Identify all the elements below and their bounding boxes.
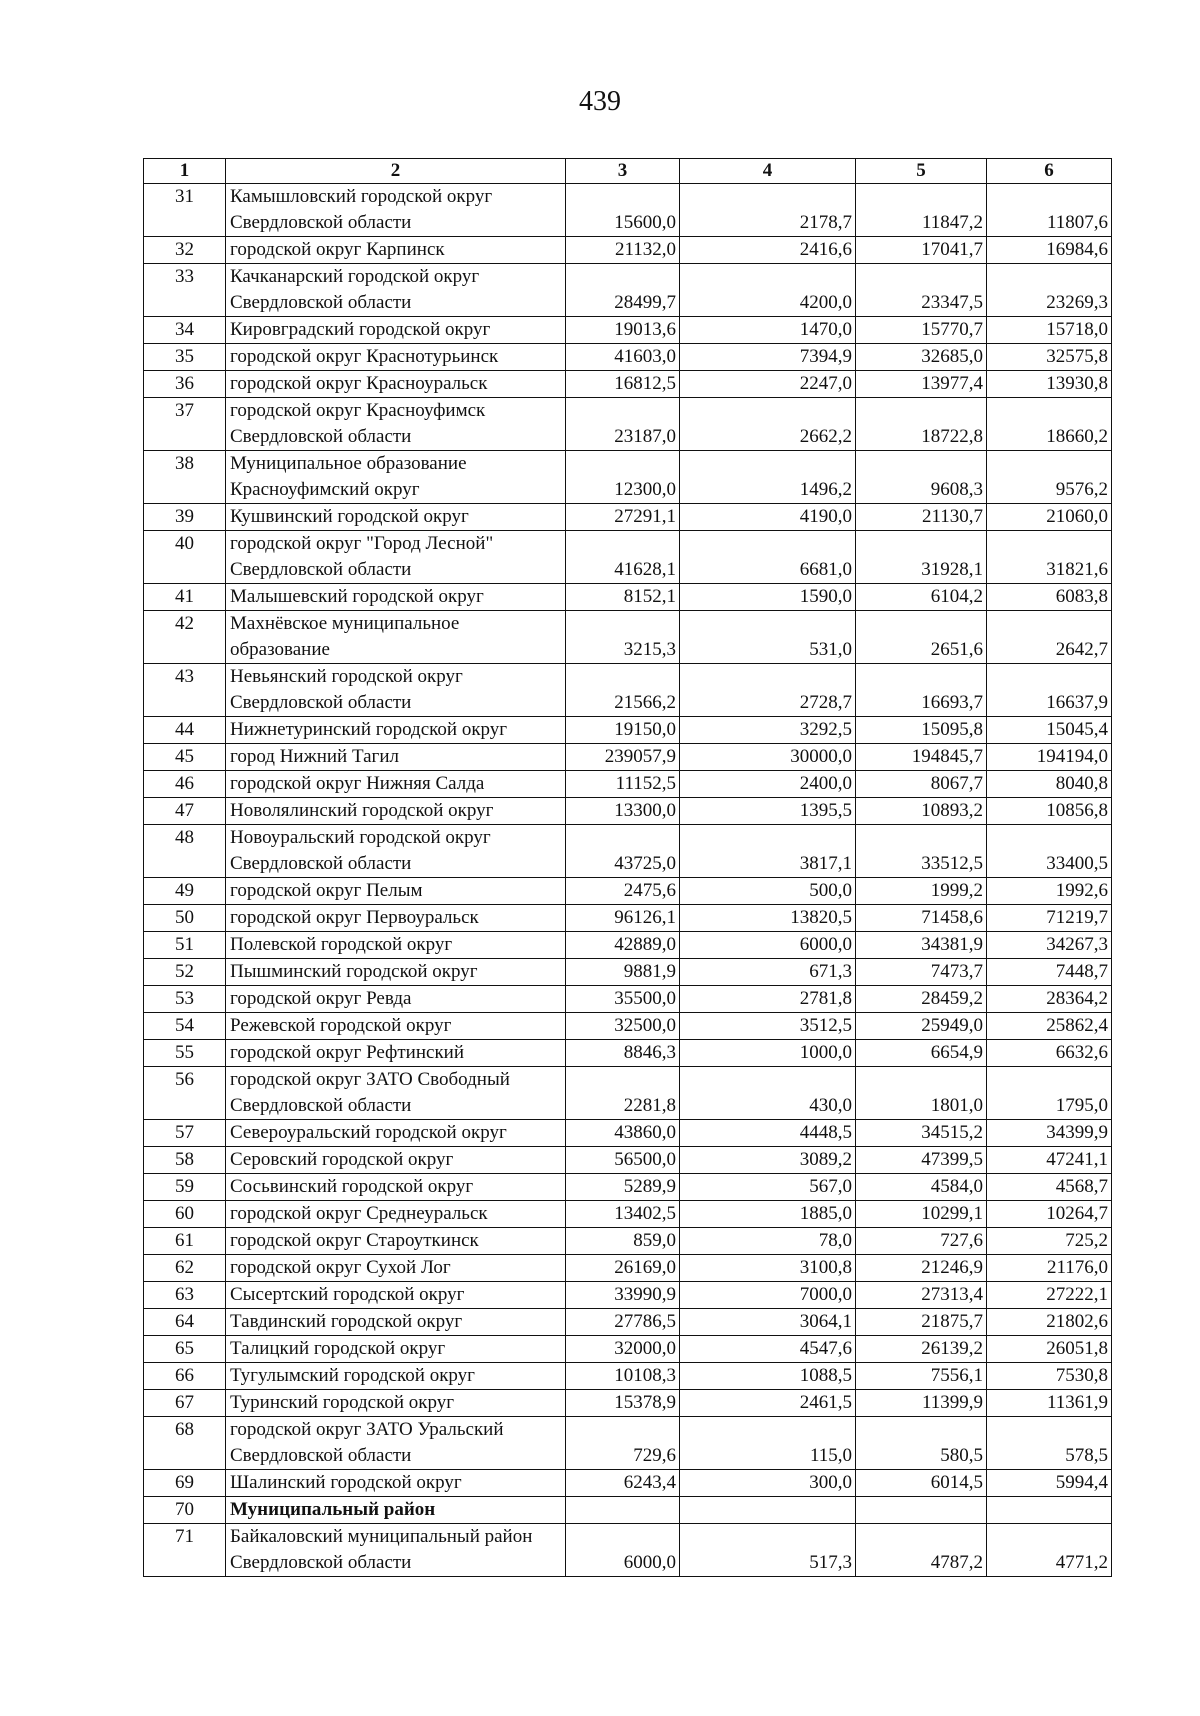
- row-number: 54: [144, 1013, 226, 1040]
- row-number: 34: [144, 317, 226, 344]
- value-col-6: 1795,0: [987, 1067, 1112, 1120]
- row-number: 53: [144, 986, 226, 1013]
- row-number: 31: [144, 184, 226, 237]
- value-col-6: 194194,0: [987, 744, 1112, 771]
- table-row: [144, 986, 1112, 1013]
- row-number: 55: [144, 1040, 226, 1067]
- value-col-4: 2781,8: [680, 986, 856, 1013]
- value-col-3: 35500,0: [566, 986, 680, 1013]
- table-row: [144, 1255, 1112, 1282]
- value-col-4: 7394,9: [680, 344, 856, 371]
- municipality-name: Невьянский городской округ Свердловской области: [226, 664, 566, 717]
- table-row: [144, 1336, 1112, 1363]
- value-col-6: 11807,6: [987, 184, 1112, 237]
- municipality-name: Тугулымский городской округ: [226, 1363, 566, 1390]
- value-col-3: 11152,5: [566, 771, 680, 798]
- value-col-4: 7000,0: [680, 1282, 856, 1309]
- row-number: 71: [144, 1524, 226, 1577]
- row-number: 67: [144, 1390, 226, 1417]
- value-col-6: 10264,7: [987, 1201, 1112, 1228]
- value-col-3: 33990,9: [566, 1282, 680, 1309]
- value-col-3: 9881,9: [566, 959, 680, 986]
- value-col-4: 13820,5: [680, 905, 856, 932]
- value-col-6: 27222,1: [987, 1282, 1112, 1309]
- value-col-5: 16693,7: [856, 664, 987, 717]
- value-col-5: 32685,0: [856, 344, 987, 371]
- row-number: 46: [144, 771, 226, 798]
- value-col-5: 18722,8: [856, 398, 987, 451]
- value-col-4: 6000,0: [680, 932, 856, 959]
- row-number: 52: [144, 959, 226, 986]
- row-number: 63: [144, 1282, 226, 1309]
- value-col-5: 2651,6: [856, 611, 987, 664]
- value-col-3: 42889,0: [566, 932, 680, 959]
- table-row: [144, 1390, 1112, 1417]
- value-col-5: 21875,7: [856, 1309, 987, 1336]
- municipality-name: Режевской городской округ: [226, 1013, 566, 1040]
- value-col-3: 23187,0: [566, 398, 680, 451]
- value-col-5: 4787,2: [856, 1524, 987, 1577]
- value-col-6: 47241,1: [987, 1147, 1112, 1174]
- value-col-5: 194845,7: [856, 744, 987, 771]
- row-number: 36: [144, 371, 226, 398]
- value-col-3: 32000,0: [566, 1336, 680, 1363]
- value-col-4: 2662,2: [680, 398, 856, 451]
- table-row: [144, 1363, 1112, 1390]
- value-col-3: 21132,0: [566, 237, 680, 264]
- value-col-3: 10108,3: [566, 1363, 680, 1390]
- value-col-5: 11399,9: [856, 1390, 987, 1417]
- row-number: 65: [144, 1336, 226, 1363]
- municipality-name: Камышловский городской округ Свердловской области: [226, 184, 566, 237]
- value-col-5: 6014,5: [856, 1470, 987, 1497]
- value-col-5: 1999,2: [856, 878, 987, 905]
- table-row: [144, 1524, 1112, 1577]
- municipality-name: Байкаловский муниципальный район Свердловской области: [226, 1524, 566, 1577]
- value-col-5: 47399,5: [856, 1147, 987, 1174]
- municipality-name: городской округ Ревда: [226, 986, 566, 1013]
- value-col-4: 3292,5: [680, 717, 856, 744]
- value-col-6: 16984,6: [987, 237, 1112, 264]
- value-col-6: 5994,4: [987, 1470, 1112, 1497]
- column-header: 6: [987, 159, 1112, 184]
- municipality-name: Качканарский городской округ Свердловской области: [226, 264, 566, 317]
- value-col-3: 15600,0: [566, 184, 680, 237]
- value-col-6: 578,5: [987, 1417, 1112, 1470]
- table-row: [144, 371, 1112, 398]
- row-number: 35: [144, 344, 226, 371]
- row-number: 60: [144, 1201, 226, 1228]
- value-col-5: 7473,7: [856, 959, 987, 986]
- municipality-name: Новолялинский городской округ: [226, 798, 566, 825]
- table-row: [144, 1013, 1112, 1040]
- value-col-5: 727,6: [856, 1228, 987, 1255]
- table-row: [144, 664, 1112, 717]
- municipality-name: Сысертский городской округ: [226, 1282, 566, 1309]
- header-row: [144, 159, 1112, 184]
- value-col-5: 71458,6: [856, 905, 987, 932]
- municipality-name: Полевской городской округ: [226, 932, 566, 959]
- value-col-4: 4448,5: [680, 1120, 856, 1147]
- value-col-3: 16812,5: [566, 371, 680, 398]
- value-col-6: 9576,2: [987, 451, 1112, 504]
- value-col-3: 239057,9: [566, 744, 680, 771]
- value-col-5: 6654,9: [856, 1040, 987, 1067]
- municipality-name: городской округ Староуткинск: [226, 1228, 566, 1255]
- value-col-3: 2281,8: [566, 1067, 680, 1120]
- value-col-6: 21060,0: [987, 504, 1112, 531]
- value-col-5: 7556,1: [856, 1363, 987, 1390]
- municipality-name: Малышевский городской округ: [226, 584, 566, 611]
- column-header: 2: [226, 159, 566, 184]
- value-col-3: 43725,0: [566, 825, 680, 878]
- municipality-name: городской округ "Город Лесной" Свердловской области: [226, 531, 566, 584]
- municipality-name: городской округ ЗАТО Уральский Свердловской области: [226, 1417, 566, 1470]
- value-col-6: 4771,2: [987, 1524, 1112, 1577]
- value-col-6: 21176,0: [987, 1255, 1112, 1282]
- value-col-5: 34381,9: [856, 932, 987, 959]
- column-header: 3: [566, 159, 680, 184]
- value-col-4: 1496,2: [680, 451, 856, 504]
- value-col-3: 19013,6: [566, 317, 680, 344]
- table-row: [144, 264, 1112, 317]
- municipality-name: Нижнетуринский городской округ: [226, 717, 566, 744]
- municipality-name: Сосьвинский городской округ: [226, 1174, 566, 1201]
- table-row: [144, 584, 1112, 611]
- municipality-name: городской округ Первоуральск: [226, 905, 566, 932]
- row-number: 43: [144, 664, 226, 717]
- municipality-name: Тавдинский городской округ: [226, 1309, 566, 1336]
- value-col-5: 33512,5: [856, 825, 987, 878]
- value-col-3: 56500,0: [566, 1147, 680, 1174]
- municipality-name: городской округ ЗАТО Свободный Свердловской области: [226, 1067, 566, 1120]
- value-col-4: 115,0: [680, 1417, 856, 1470]
- municipality-name: Новоуральский городской округ Свердловской области: [226, 825, 566, 878]
- row-number: 39: [144, 504, 226, 531]
- value-col-3: 3215,3: [566, 611, 680, 664]
- value-col-3: 21566,2: [566, 664, 680, 717]
- value-col-4: 2461,5: [680, 1390, 856, 1417]
- municipality-name: Североуральский городской округ: [226, 1120, 566, 1147]
- row-number: 68: [144, 1417, 226, 1470]
- value-col-3: 8152,1: [566, 584, 680, 611]
- page-number: 439: [579, 86, 621, 117]
- municipality-name: Серовский городской округ: [226, 1147, 566, 1174]
- municipality-name: городской округ Среднеуральск: [226, 1201, 566, 1228]
- value-col-6: [987, 1497, 1112, 1524]
- value-col-6: 34267,3: [987, 932, 1112, 959]
- value-col-4: [680, 1497, 856, 1524]
- value-col-4: 3089,2: [680, 1147, 856, 1174]
- value-col-3: 32500,0: [566, 1013, 680, 1040]
- value-col-3: 859,0: [566, 1228, 680, 1255]
- table-row: [144, 531, 1112, 584]
- value-col-5: 10893,2: [856, 798, 987, 825]
- value-col-6: 8040,8: [987, 771, 1112, 798]
- municipality-name: Кушвинский городской округ: [226, 504, 566, 531]
- value-col-4: 430,0: [680, 1067, 856, 1120]
- row-number: 70: [144, 1497, 226, 1524]
- municipality-name: Шалинский городской округ: [226, 1470, 566, 1497]
- budget-table: [143, 158, 1112, 1577]
- row-number: 61: [144, 1228, 226, 1255]
- value-col-6: 7530,8: [987, 1363, 1112, 1390]
- value-col-6: 7448,7: [987, 959, 1112, 986]
- table-row: [144, 1282, 1112, 1309]
- value-col-4: 1885,0: [680, 1201, 856, 1228]
- table-row: [144, 1470, 1112, 1497]
- value-col-5: 9608,3: [856, 451, 987, 504]
- table-row: [144, 905, 1112, 932]
- row-number: 48: [144, 825, 226, 878]
- municipality-name: городской округ Красноуфимск Свердловской области: [226, 398, 566, 451]
- value-col-5: 27313,4: [856, 1282, 987, 1309]
- row-number: 41: [144, 584, 226, 611]
- value-col-4: 517,3: [680, 1524, 856, 1577]
- value-col-3: [566, 1497, 680, 1524]
- value-col-5: 15095,8: [856, 717, 987, 744]
- value-col-4: 78,0: [680, 1228, 856, 1255]
- row-number: 69: [144, 1470, 226, 1497]
- table-row: [144, 1228, 1112, 1255]
- value-col-5: 580,5: [856, 1417, 987, 1470]
- table-row: [144, 1497, 1112, 1524]
- value-col-6: 71219,7: [987, 905, 1112, 932]
- municipality-name: Кировградский городской округ: [226, 317, 566, 344]
- value-col-4: 567,0: [680, 1174, 856, 1201]
- value-col-6: 25862,4: [987, 1013, 1112, 1040]
- value-col-4: 3817,1: [680, 825, 856, 878]
- value-col-5: 11847,2: [856, 184, 987, 237]
- value-col-3: 729,6: [566, 1417, 680, 1470]
- table-row: [144, 1147, 1112, 1174]
- value-col-5: 17041,7: [856, 237, 987, 264]
- value-col-5: [856, 1497, 987, 1524]
- value-col-3: 26169,0: [566, 1255, 680, 1282]
- row-number: 32: [144, 237, 226, 264]
- value-col-5: 15770,7: [856, 317, 987, 344]
- value-col-3: 41603,0: [566, 344, 680, 371]
- row-number: 59: [144, 1174, 226, 1201]
- row-number: 38: [144, 451, 226, 504]
- value-col-6: 11361,9: [987, 1390, 1112, 1417]
- value-col-4: 1395,5: [680, 798, 856, 825]
- value-col-3: 41628,1: [566, 531, 680, 584]
- table-row: [144, 317, 1112, 344]
- value-col-6: 34399,9: [987, 1120, 1112, 1147]
- table-row: [144, 1309, 1112, 1336]
- table-row: [144, 398, 1112, 451]
- value-col-6: 21802,6: [987, 1309, 1112, 1336]
- value-col-4: 500,0: [680, 878, 856, 905]
- table-row: [144, 344, 1112, 371]
- value-col-4: 4547,6: [680, 1336, 856, 1363]
- value-col-6: 32575,8: [987, 344, 1112, 371]
- value-col-5: 21246,9: [856, 1255, 987, 1282]
- column-header: 1: [144, 159, 226, 184]
- value-col-6: 6083,8: [987, 584, 1112, 611]
- value-col-4: 1470,0: [680, 317, 856, 344]
- table-row: [144, 798, 1112, 825]
- value-col-6: 15045,4: [987, 717, 1112, 744]
- value-col-6: 13930,8: [987, 371, 1112, 398]
- value-col-5: 13977,4: [856, 371, 987, 398]
- value-col-3: 19150,0: [566, 717, 680, 744]
- value-col-3: 6000,0: [566, 1524, 680, 1577]
- row-number: 40: [144, 531, 226, 584]
- municipality-name: Муниципальный район: [226, 1497, 566, 1524]
- value-col-3: 2475,6: [566, 878, 680, 905]
- value-col-4: 3100,8: [680, 1255, 856, 1282]
- value-col-3: 8846,3: [566, 1040, 680, 1067]
- value-col-3: 12300,0: [566, 451, 680, 504]
- value-col-3: 6243,4: [566, 1470, 680, 1497]
- municipality-name: городской округ Краснотурьинск: [226, 344, 566, 371]
- municipality-name: городской округ Нижняя Салда: [226, 771, 566, 798]
- row-number: 56: [144, 1067, 226, 1120]
- value-col-3: 13402,5: [566, 1201, 680, 1228]
- value-col-4: 671,3: [680, 959, 856, 986]
- value-col-4: 30000,0: [680, 744, 856, 771]
- value-col-4: 2728,7: [680, 664, 856, 717]
- table-row: [144, 1067, 1112, 1120]
- value-col-6: 6632,6: [987, 1040, 1112, 1067]
- municipality-name: городской округ Пелым: [226, 878, 566, 905]
- table-row: [144, 1040, 1112, 1067]
- row-number: 45: [144, 744, 226, 771]
- municipality-name: Муниципальное образование Красноуфимский округ: [226, 451, 566, 504]
- municipality-name: городской округ Красноуральск: [226, 371, 566, 398]
- table-row: [144, 184, 1112, 237]
- table-row: [144, 611, 1112, 664]
- value-col-4: 6681,0: [680, 531, 856, 584]
- value-col-6: 15718,0: [987, 317, 1112, 344]
- table-row: [144, 717, 1112, 744]
- value-col-4: 4200,0: [680, 264, 856, 317]
- row-number: 42: [144, 611, 226, 664]
- value-col-5: 21130,7: [856, 504, 987, 531]
- value-col-3: 13300,0: [566, 798, 680, 825]
- municipality-name: городской округ Рефтинский: [226, 1040, 566, 1067]
- value-col-6: 725,2: [987, 1228, 1112, 1255]
- value-col-5: 31928,1: [856, 531, 987, 584]
- value-col-6: 31821,6: [987, 531, 1112, 584]
- row-number: 51: [144, 932, 226, 959]
- table-row: [144, 237, 1112, 264]
- row-number: 58: [144, 1147, 226, 1174]
- row-number: 33: [144, 264, 226, 317]
- value-col-4: 531,0: [680, 611, 856, 664]
- value-col-4: 3512,5: [680, 1013, 856, 1040]
- municipality-name: город Нижний Тагил: [226, 744, 566, 771]
- value-col-3: 5289,9: [566, 1174, 680, 1201]
- value-col-4: 1590,0: [680, 584, 856, 611]
- value-col-3: 43860,0: [566, 1120, 680, 1147]
- value-col-3: 28499,7: [566, 264, 680, 317]
- value-col-5: 26139,2: [856, 1336, 987, 1363]
- municipality-name: городской округ Карпинск: [226, 237, 566, 264]
- row-number: 44: [144, 717, 226, 744]
- municipality-name: городской округ Сухой Лог: [226, 1255, 566, 1282]
- row-number: 37: [144, 398, 226, 451]
- column-header: 4: [680, 159, 856, 184]
- column-header: 5: [856, 159, 987, 184]
- value-col-3: 96126,1: [566, 905, 680, 932]
- value-col-4: 1088,5: [680, 1363, 856, 1390]
- value-col-5: 25949,0: [856, 1013, 987, 1040]
- value-col-4: 2400,0: [680, 771, 856, 798]
- value-col-6: 28364,2: [987, 986, 1112, 1013]
- value-col-5: 6104,2: [856, 584, 987, 611]
- value-col-4: 2178,7: [680, 184, 856, 237]
- value-col-5: 23347,5: [856, 264, 987, 317]
- value-col-3: 27291,1: [566, 504, 680, 531]
- value-col-5: 4584,0: [856, 1174, 987, 1201]
- table-row: [144, 1201, 1112, 1228]
- row-number: 50: [144, 905, 226, 932]
- table-row: [144, 771, 1112, 798]
- value-col-4: 4190,0: [680, 504, 856, 531]
- table-row: [144, 959, 1112, 986]
- row-number: 57: [144, 1120, 226, 1147]
- value-col-3: 27786,5: [566, 1309, 680, 1336]
- table-row: [144, 1120, 1112, 1147]
- row-number: 49: [144, 878, 226, 905]
- table-row: [144, 504, 1112, 531]
- value-col-4: 2416,6: [680, 237, 856, 264]
- value-col-4: 300,0: [680, 1470, 856, 1497]
- table-row: [144, 451, 1112, 504]
- value-col-6: 23269,3: [987, 264, 1112, 317]
- municipality-name: Пышминский городской округ: [226, 959, 566, 986]
- row-number: 64: [144, 1309, 226, 1336]
- value-col-6: 10856,8: [987, 798, 1112, 825]
- value-col-4: 2247,0: [680, 371, 856, 398]
- municipality-name: Талицкий городской округ: [226, 1336, 566, 1363]
- value-col-6: 2642,7: [987, 611, 1112, 664]
- value-col-6: 16637,9: [987, 664, 1112, 717]
- value-col-6: 4568,7: [987, 1174, 1112, 1201]
- value-col-5: 34515,2: [856, 1120, 987, 1147]
- table-row: [144, 932, 1112, 959]
- value-col-3: 15378,9: [566, 1390, 680, 1417]
- table-row: [144, 825, 1112, 878]
- row-number: 62: [144, 1255, 226, 1282]
- value-col-6: 18660,2: [987, 398, 1112, 451]
- value-col-6: 1992,6: [987, 878, 1112, 905]
- row-number: 66: [144, 1363, 226, 1390]
- table-row: [144, 744, 1112, 771]
- table-row: [144, 1417, 1112, 1470]
- municipality-name: Махнёвское муниципальное образование: [226, 611, 566, 664]
- value-col-5: 10299,1: [856, 1201, 987, 1228]
- table-row: [144, 1174, 1112, 1201]
- value-col-5: 1801,0: [856, 1067, 987, 1120]
- municipality-name: Туринский городской округ: [226, 1390, 566, 1417]
- row-number: 47: [144, 798, 226, 825]
- value-col-4: 1000,0: [680, 1040, 856, 1067]
- value-col-5: 8067,7: [856, 771, 987, 798]
- table-row: [144, 878, 1112, 905]
- value-col-6: 26051,8: [987, 1336, 1112, 1363]
- value-col-6: 33400,5: [987, 825, 1112, 878]
- value-col-5: 28459,2: [856, 986, 987, 1013]
- value-col-4: 3064,1: [680, 1309, 856, 1336]
